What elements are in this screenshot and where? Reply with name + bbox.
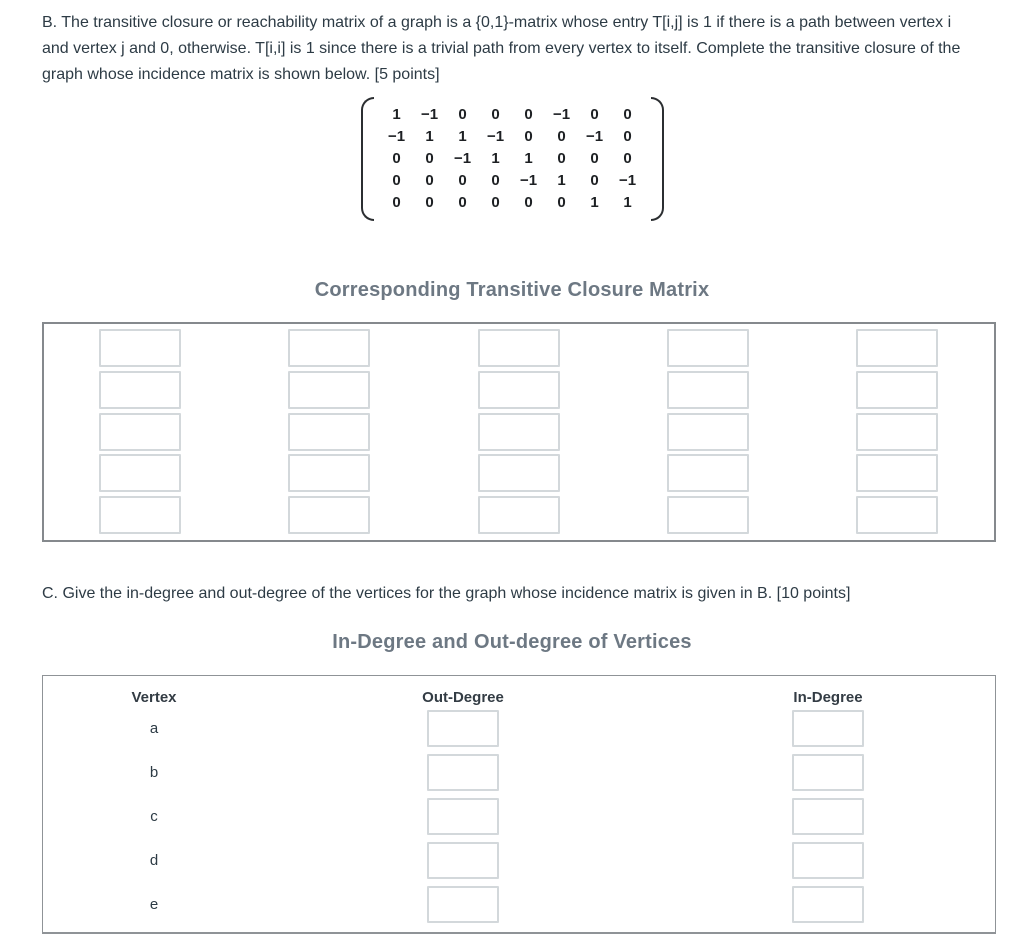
closure-cell-input-r0c4[interactable] — [856, 329, 938, 367]
out-degree-input-a[interactable] — [427, 710, 499, 747]
closure-cell-input-r2c1[interactable] — [288, 413, 370, 451]
matrix-value-r1c3: −1 — [486, 128, 505, 145]
out-degree-input-b[interactable] — [427, 754, 499, 791]
matrix-value-r0c7: 0 — [623, 106, 632, 123]
in-degree-input-a[interactable] — [792, 710, 864, 747]
matrix-value-r4c6: 1 — [590, 194, 599, 211]
matrix-left-paren-icon — [361, 97, 374, 221]
matrix-value-r2c1: 0 — [425, 150, 434, 167]
column-header-in-degree: In-Degree — [793, 688, 863, 706]
closure-cell-input-r4c0[interactable] — [99, 496, 181, 534]
closure-cell-input-r1c1[interactable] — [288, 371, 370, 409]
matrix-value-r0c4: 0 — [524, 106, 533, 123]
question-c-text: C. Give the in-degree and out-degree of the vertices for the graph whose incidence matrix is given in B. [10 points] — [42, 585, 851, 602]
matrix-value-r0c6: 0 — [590, 106, 599, 123]
closure-cell-input-r2c4[interactable] — [856, 413, 938, 451]
matrix-value-r2c2: −1 — [453, 150, 472, 167]
matrix-value-r1c2: 1 — [458, 128, 467, 145]
closure-cell-input-r4c4[interactable] — [856, 496, 938, 534]
matrix-value-r3c2: 0 — [458, 172, 467, 189]
matrix-value-r2c5: 0 — [557, 150, 566, 167]
closure-cell-input-r3c0[interactable] — [99, 454, 181, 492]
out-degree-input-c[interactable] — [427, 798, 499, 835]
vertex-label-c: c — [150, 808, 158, 825]
closure-cell-input-r0c1[interactable] — [288, 329, 370, 367]
closure-matrix-input-grid — [42, 322, 996, 542]
closure-cell-input-r0c3[interactable] — [667, 329, 749, 367]
closure-cell-input-r2c2[interactable] — [478, 413, 560, 451]
degree-table — [42, 675, 996, 934]
matrix-value-r3c6: 0 — [590, 172, 599, 189]
matrix-value-r3c4: −1 — [519, 172, 538, 189]
matrix-value-r1c7: 0 — [623, 128, 632, 145]
closure-cell-input-r0c0[interactable] — [99, 329, 181, 367]
closure-matrix-heading: Corresponding Transitive Closure Matrix — [314, 279, 710, 301]
matrix-value-r1c1: 1 — [425, 128, 434, 145]
degree-row-a — [43, 707, 995, 750]
question-b-text: B. The transitive closure or reachability matrix of a graph is a {0,1}-matrix whose entry T[i,j] is 1 if there is a path between vertex i and vertex j and 0, otherwise. T[i,i] is 1 since there is a trivial path from every vertex to itself. Complete the transitive closure of the graph whose incidence matrix is shown below. [5 points] — [42, 14, 961, 83]
matrix-value-r4c7: 1 — [623, 194, 632, 211]
closure-cell-input-r2c0[interactable] — [99, 413, 181, 451]
closure-cell-input-r1c0[interactable] — [99, 371, 181, 409]
matrix-right-paren-icon — [651, 97, 664, 221]
vertex-label-b: b — [149, 764, 159, 781]
matrix-value-r0c3: 0 — [491, 106, 500, 123]
in-degree-input-d[interactable] — [792, 842, 864, 879]
degree-row-c — [43, 795, 995, 838]
matrix-value-r4c2: 0 — [458, 194, 467, 211]
matrix-value-r0c2: 0 — [458, 106, 467, 123]
closure-cell-input-r1c2[interactable] — [478, 371, 560, 409]
matrix-value-r2c3: 1 — [491, 150, 500, 167]
matrix-value-r1c4: 0 — [524, 128, 533, 145]
column-header-vertex: Vertex — [131, 688, 177, 706]
degree-table-header — [43, 688, 995, 706]
vertex-label-a: a — [149, 720, 159, 737]
closure-cell-input-r0c2[interactable] — [478, 329, 560, 367]
matrix-value-r2c6: 0 — [590, 150, 599, 167]
out-degree-input-e[interactable] — [427, 886, 499, 923]
closure-cell-input-r4c2[interactable] — [478, 496, 560, 534]
matrix-value-r3c0: 0 — [392, 172, 401, 189]
matrix-value-r4c4: 0 — [524, 194, 533, 211]
incidence-matrix-values — [379, 97, 646, 221]
matrix-value-r0c5: −1 — [552, 106, 571, 123]
in-degree-input-b[interactable] — [792, 754, 864, 791]
degree-row-d — [43, 839, 995, 882]
matrix-value-r4c0: 0 — [392, 194, 401, 211]
degree-row-b — [43, 751, 995, 794]
matrix-value-r3c3: 0 — [491, 172, 500, 189]
matrix-value-r3c1: 0 — [425, 172, 434, 189]
degree-row-e — [43, 883, 995, 926]
out-degree-input-d[interactable] — [427, 842, 499, 879]
matrix-value-r3c5: 1 — [557, 172, 566, 189]
degree-table-body — [43, 707, 995, 926]
matrix-value-r2c7: 0 — [623, 150, 632, 167]
matrix-value-r1c5: 0 — [557, 128, 566, 145]
closure-cell-input-r3c4[interactable] — [856, 454, 938, 492]
matrix-value-r0c0: 1 — [392, 106, 401, 123]
column-header-out-degree: Out-Degree — [422, 688, 504, 706]
in-degree-input-e[interactable] — [792, 886, 864, 923]
closure-cell-input-r3c3[interactable] — [667, 454, 749, 492]
matrix-value-r0c1: −1 — [420, 106, 439, 123]
matrix-value-r2c0: 0 — [392, 150, 401, 167]
vertex-label-d: d — [149, 852, 159, 869]
vertex-label-e: e — [149, 896, 159, 913]
closure-cell-input-r4c3[interactable] — [667, 496, 749, 534]
matrix-value-r2c4: 1 — [524, 150, 533, 167]
closure-cell-input-r3c2[interactable] — [478, 454, 560, 492]
closure-cell-input-r1c4[interactable] — [856, 371, 938, 409]
closure-cell-input-r3c1[interactable] — [288, 454, 370, 492]
in-degree-input-c[interactable] — [792, 798, 864, 835]
quiz-page — [0, 10, 1024, 934]
closure-cell-input-r4c1[interactable] — [288, 496, 370, 534]
matrix-value-r4c1: 0 — [425, 194, 434, 211]
closure-cell-input-r2c3[interactable] — [667, 413, 749, 451]
matrix-value-r4c3: 0 — [491, 194, 500, 211]
matrix-value-r4c5: 0 — [557, 194, 566, 211]
closure-cell-input-r1c3[interactable] — [667, 371, 749, 409]
degree-heading: In-Degree and Out-degree of Vertices — [332, 631, 692, 653]
matrix-value-r1c0: −1 — [387, 128, 406, 145]
incidence-matrix — [0, 97, 1024, 221]
matrix-value-r3c7: −1 — [618, 172, 637, 189]
matrix-value-r1c6: −1 — [585, 128, 604, 145]
